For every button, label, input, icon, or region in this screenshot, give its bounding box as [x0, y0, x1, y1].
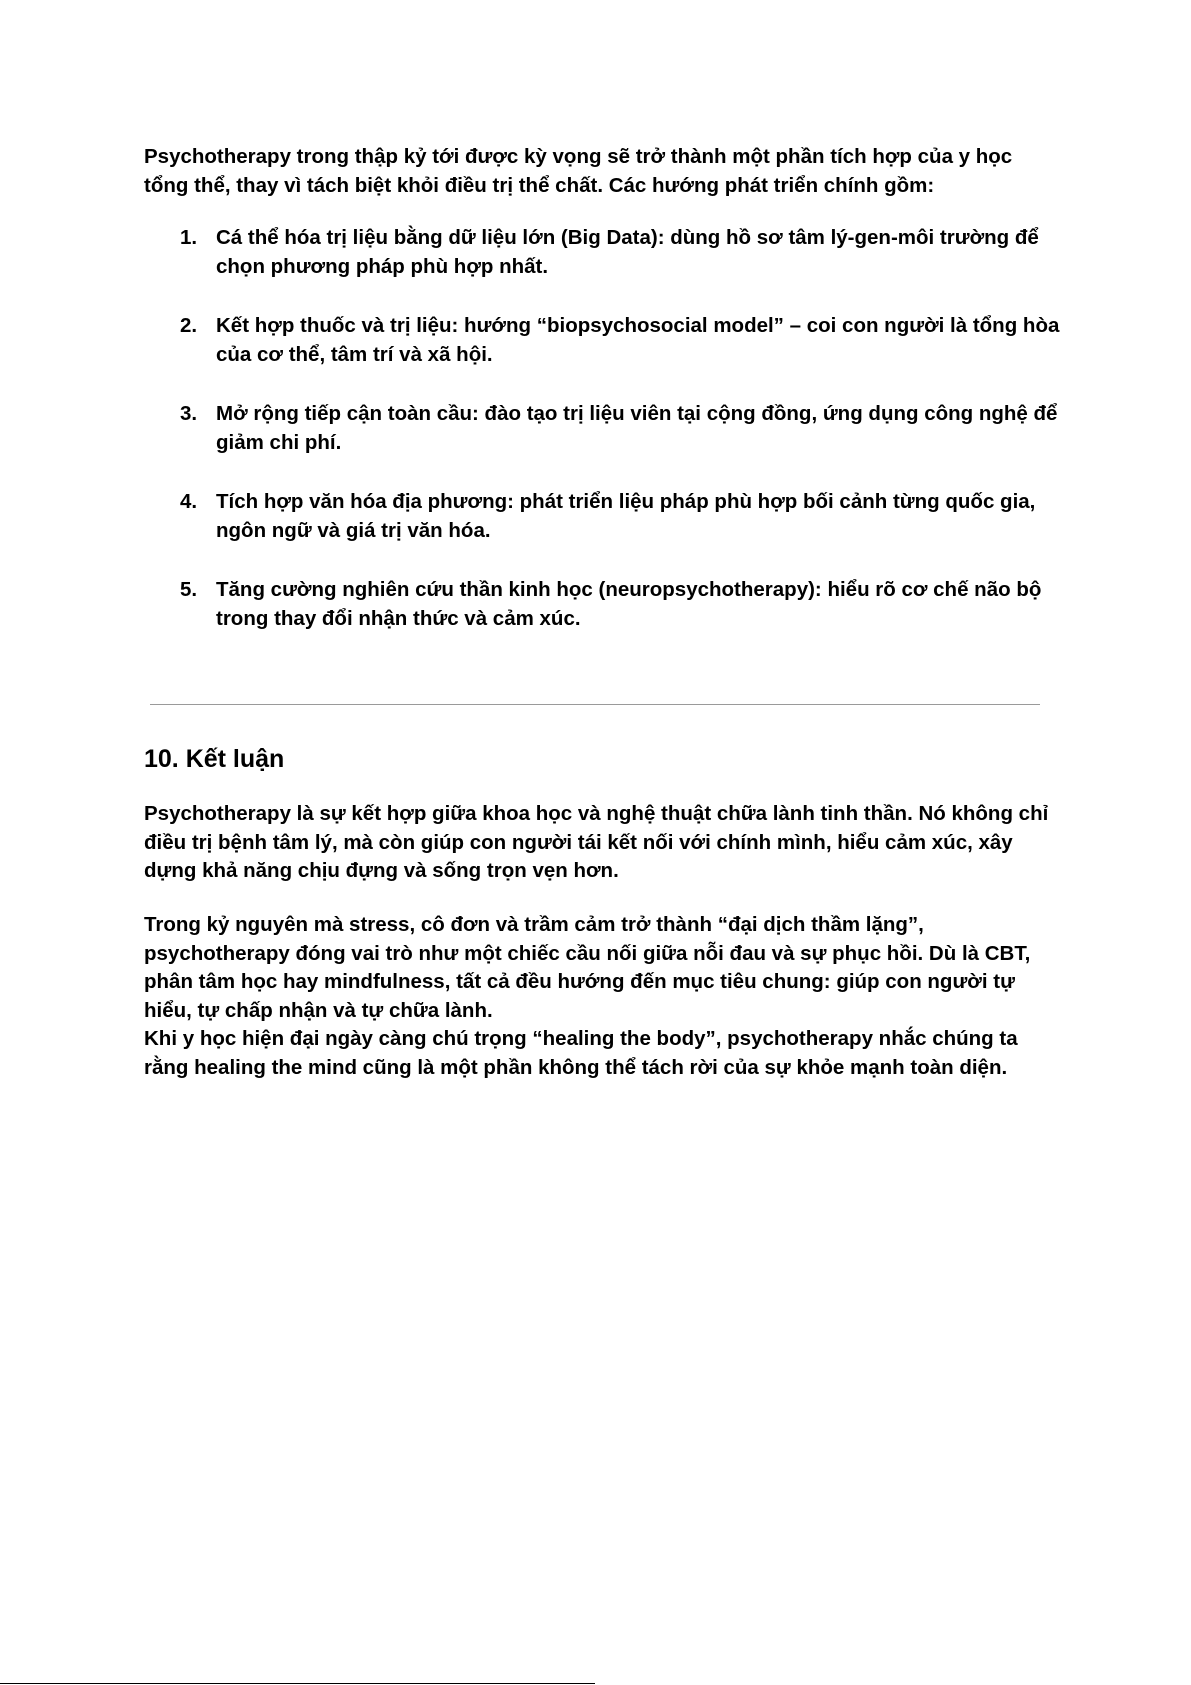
list-item-text: Kết hợp thuốc và trị liệu: hướng “biopsychosocial model” – coi con người là tổng hòa của cơ thể, tâm trí và xã hội. [216, 314, 1060, 366]
list-item-text: Mở rộng tiếp cận toàn cầu: đào tạo trị liệu viên tại cộng đồng, ứng dụng công nghệ để giảm chi phí. [216, 402, 1058, 454]
list-item-number: 1. [180, 226, 198, 249]
conclusion-paragraph-2-text: Trong kỷ nguyên mà stress, cô đơn và trầm cảm trở thành “đại dịch thầm lặng”, psychotherapy đóng vai trò như một chiếc cầu nối giữa nỗi đau và sự phục hồi. Dù là CBT, phân tâm học hay mindfulness, tất cả đều hướng đến mục tiêu chung: giúp con người tự hiểu, tự chấp nhận và tự chữa lành. [144, 913, 1031, 1022]
list-item-number: 3. [180, 402, 198, 425]
conclusion-paragraph-2 [144, 911, 1049, 1082]
conclusion-paragraph-2-continuation: Khi y học hiện đại ngày càng chú trọng “healing the body”, psychotherapy nhắc chúng ta rằng healing the mind cũng là một phần không thể tách rời của sự khỏe mạnh toàn diện. [144, 1027, 1018, 1079]
list-item-number: 4. [180, 490, 198, 513]
footnote-rule [0, 1683, 595, 1684]
conclusion-paragraph-1: Psychotherapy là sự kết hợp giữa khoa học và nghệ thuật chữa lành tinh thần. Nó không chỉ điều trị bệnh tâm lý, mà còn giúp con người tái kết nối với chính mình, hiểu cảm xúc, xây dựng khả năng chịu đựng và sống trọn vẹn hơn. [144, 802, 1049, 882]
list-item [180, 575, 1060, 633]
section-heading: 10. Kết luận [144, 745, 285, 773]
list-item [180, 487, 1060, 545]
list-item-text: Cá thể hóa trị liệu bằng dữ liệu lớn (Big Data): dùng hồ sơ tâm lý-gen-môi trường để chọn phương pháp phù hợp nhất. [216, 226, 1039, 278]
list-item-text: Tăng cường nghiên cứu thần kinh học (neuropsychotherapy): hiểu rõ cơ chế não bộ trong thay đổi nhận thức và cảm xúc. [216, 578, 1042, 630]
list-item [180, 311, 1060, 369]
list-item-number: 5. [180, 578, 198, 601]
list-item [180, 223, 1060, 281]
list-item-number: 2. [180, 314, 198, 337]
list-item [180, 399, 1060, 457]
list-item-text: Tích hợp văn hóa địa phương: phát triển liệu pháp phù hợp bối cảnh từng quốc gia, ngôn ngữ và giá trị văn hóa. [216, 490, 1036, 542]
intro-paragraph: Psychotherapy trong thập kỷ tới được kỳ vọng sẽ trở thành một phần tích hợp của y học tổng thể, thay vì tách biệt khỏi điều trị thể chất. Các hướng phát triển chính gồm: [144, 145, 1013, 197]
development-directions-list [180, 223, 1060, 663]
section-divider [150, 704, 1040, 705]
